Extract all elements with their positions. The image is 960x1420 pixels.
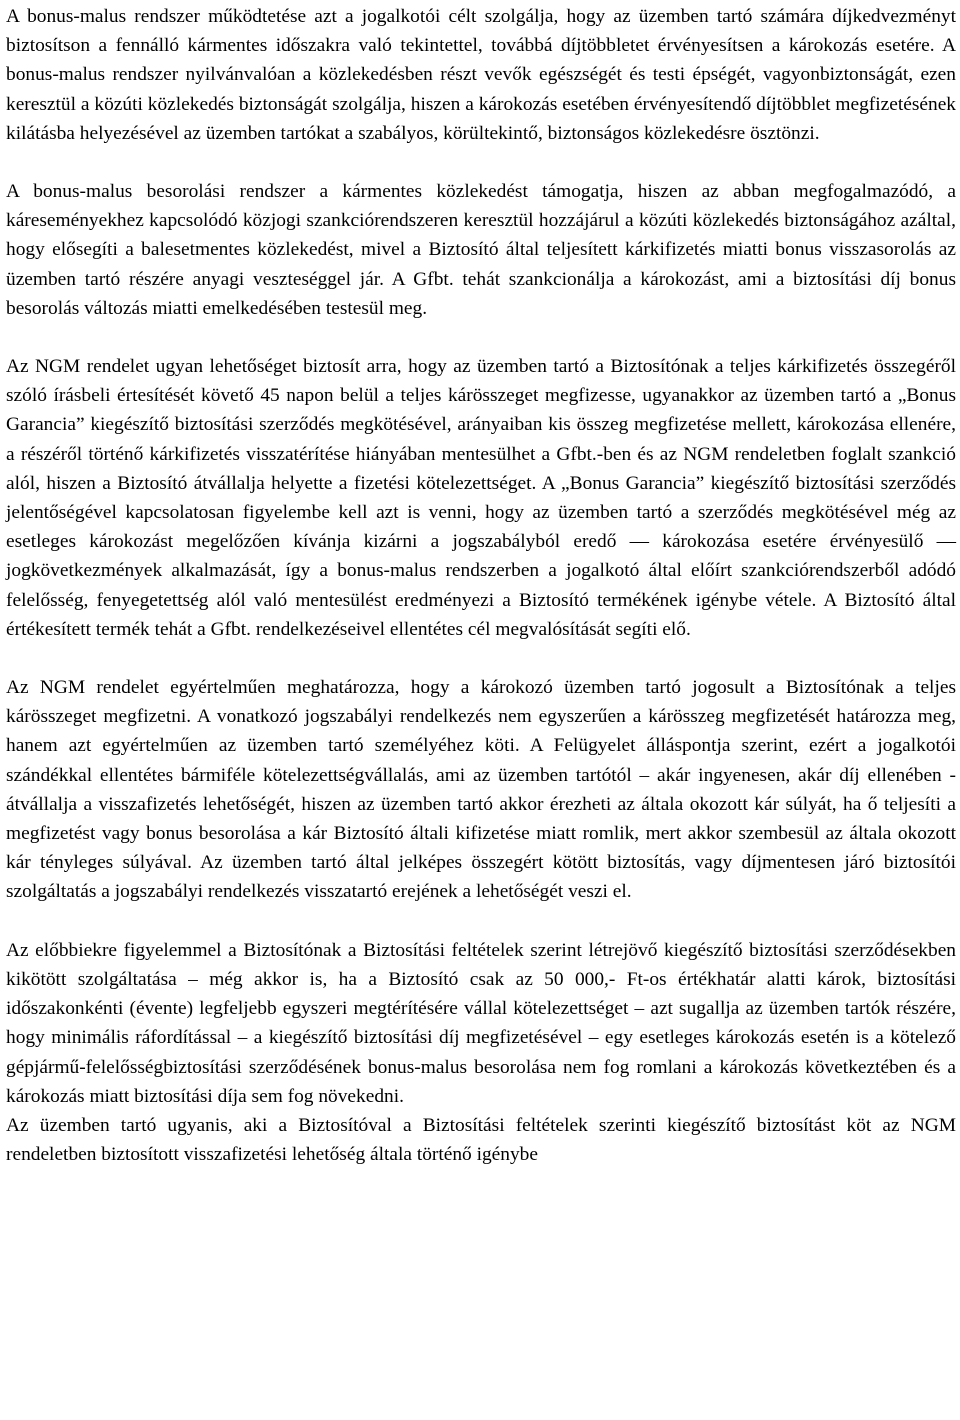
paragraph-bonus-malus-purpose: A bonus-malus rendszer működtetése azt a jogalkotói célt szolgálja, hogy az üzemben tartó számára díjkedvezményt biztosítson a fennálló kármentes időszakra való tekintettel, továbbá díjtöbbletet érvényesítsen a károkozás esetére. A bonus-malus rendszer nyilvánvalóan a közlekedésben részt vevők egészségét és testi épségét, vagyonbiztonságát, ezen keresztül a közúti közlekedés biztonságát szolgálja, hiszen a károkozás esetében érvényesítendő díjtöbblet megfizetésének kilátásba helyezésével az üzemben tartókat a szabályos, körültekintő, biztonságos közlekedésre ösztönzi. [6, 6, 956, 144]
document-page [6, 2, 956, 1169]
paragraph-classification-system: A bonus-malus besorolási rendszer a kármentes közlekedést támogatja, hiszen az abban megfogalmazódó, a káreseményekhez kapcsolódó közjogi szankciórendszeren keresztül hozzájárul a közúti közlekedés biztonságához azáltal, hogy elősegíti a balesetmentes közlekedést, mivel a Biztosító által teljesített kárkifizetés miatti bonus visszasorolás az üzemben tartó részére anyagi veszteséggel jár. A Gfbt. tehát szankcionálja a károkozást, ami a biztosítási díj bonus besorolás változás miatti emelkedésében testesül meg. [6, 181, 956, 319]
paragraph-continuation: Az üzemben tartó ugyanis, aki a Biztosítóval a Biztosítási feltételek szerinti kiegészítő biztosítást köt az NGM rendeletben biztosított visszafizetési lehetőség általa történő igénybe [6, 1114, 956, 1166]
paragraph-ngm-regulation-payment: Az NGM rendelet egyértelműen meghatározza, hogy a károkozó üzemben tartó jogosult a Biztosítónak a teljes kárösszeget megfizetni. A vonatkozó jogszabályi rendelkezés nem egyszerűen a kárösszeg megfizetését határozza meg, hanem azt egyértelműen az üzemben tartó személyéhez köti. A Felügyelet álláspontja szerint, ezért a jogalkotói szándékkal ellentétes bármiféle kötelezettségvállalás, ami az üzemben tartótól – akár ingyenesen, akár díj ellenében - átvállalja a visszafizetés lehetőségét, hiszen az üzemben tartó akkor érezheti az általa okozott kár súlyát, ha ő teljesíti a megfizetést vagy bonus besorolása a kár Biztosító általi kifizetése miatt romlik, mert akkor szembesül az általa okozott kár tényleges súlyával. Az üzemben tartó által jelképes összegért kötött biztosítás, vagy díjmentesen járó biztosítói szolgáltatás a jogszabályi rendelkezés visszatartó erejének a lehetőségét veszi el. [6, 677, 956, 903]
paragraph-ngm-regulation-bonus-garancia: Az NGM rendelet ugyan lehetőséget biztosít arra, hogy az üzemben tartó a Biztosítónak a teljes kárkifizetés összegéről szóló írásbeli értesítését követő 45 napon belül a teljes kárösszeget megfizesse, ugyanakkor az üzemben tartó a „Bonus Garancia” kiegészítő biztosítási szerződés megkötésével, arányaiban kis összeg megfizetése mellett, károkozása ellenére, a részéről történő kárkifizetés visszatérítése hiányában mentesülhet a Gfbt.-ben és az NGM rendeletben foglalt szankció alól, hiszen a Biztosító átvállalja helyette a fizetési kötelezettséget. A „Bonus Garancia” kiegészítő biztosítási szerződés jelentőségével kapcsolatosan figyelembe kell azt is venni, hogy az üzemben tartó a szerződés megkötésével még az esetleges károkozást megelőzően kívánja kizárni a jogszabályból eredő — károkozása esetére érvényesülő — jogkövetkezmények alkalmazását, így a bonus-malus rendszerben a jogalkotó által előírt szankciórendszerből adódó felelősség, fenyegetettség alól való mentesülést eredményezi a Biztosító termékének igénybe vétele. A Biztosító által értékesített termék tehát a Gfbt. rendelkezéseivel ellentétes cél megvalósítását segíti elő. [6, 356, 956, 640]
paragraph-conclusion: Az előbbiekre figyelemmel a Biztosítónak a Biztosítási feltételek szerint létrejövő kiegészítő biztosítási szerződésekben kikötött szolgáltatása – még akkor is, ha a Biztosító csak az 50 000,- Ft-os értékhatár alatti károk, biztosítási időszakonkénti (évente) legfeljebb egyszeri megtérítésére vállal kötelezettséget – azt sugallja az üzemben tartók részére, hogy minimális ráfordítással – a kiegészítő biztosítási díj megfizetésével – egy esetleges károkozás esetén is a kötelező gépjármű-felelősségbiztosítási szerződésének bonus-malus besorolása nem fog romlani a károkozás következtében és a károkozás miatt biztosítási díja sem fog növekedni. [6, 939, 956, 1107]
